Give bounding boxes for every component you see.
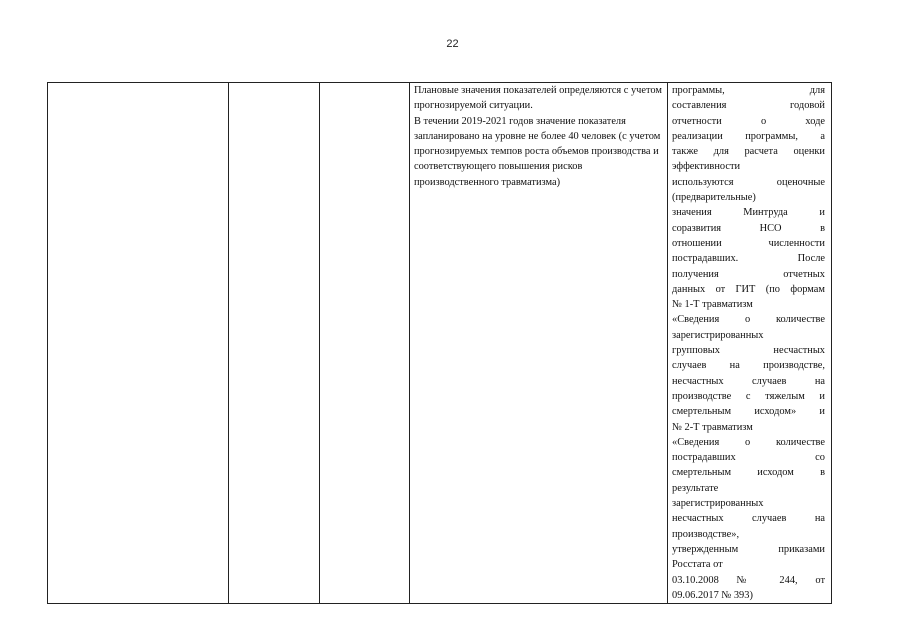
table-cell-col4 <box>410 83 668 604</box>
text-line: зарегистрированных <box>672 329 764 341</box>
text-line: пострадавших. После <box>672 253 825 265</box>
text-line: 03.10.2008 № 244, от <box>672 574 825 586</box>
text-line: несчастных случаев на <box>672 375 825 387</box>
text-line: несчастных случаев на <box>672 513 825 525</box>
text-line: отношении численности <box>672 237 825 249</box>
text-line: «Сведения о количестве <box>672 314 825 326</box>
table-cell-col1 <box>48 83 229 604</box>
text-line: производстве», <box>672 528 740 540</box>
text-line: используются оценочные <box>672 176 825 188</box>
text-line: составления годовой <box>672 100 825 112</box>
text-line: смертельным исходом» и <box>672 406 825 418</box>
text-line: эффективности <box>672 161 741 173</box>
table-cell-col3 <box>320 83 410 604</box>
text-line: групповых несчастных <box>672 345 825 357</box>
text-line: пострадавших со <box>672 452 825 464</box>
text-line: (предварительные) <box>672 192 756 204</box>
text-line: результате <box>672 482 719 494</box>
text-line: соразвития НСО в <box>672 222 825 234</box>
text-line: реализации программы, а <box>672 130 825 142</box>
text-line: 09.06.2017 № 393) <box>672 589 753 601</box>
indicator-forecast-paragraph: В течении 2019-2021 годов значение показателя запланировано на уровне не более 40 человек (с учетом прогнозируемых темпов роста объемов производства и соответствующего повышения рисков производственного травматизма) <box>414 115 661 188</box>
text-line: отчетности о ходе <box>672 115 825 127</box>
text-line: программы, для <box>672 85 825 96</box>
page-number: 22 <box>446 38 459 50</box>
text-line: значения Минтруда и <box>672 207 825 219</box>
table-cell-col5 <box>668 83 832 604</box>
text-line: данных от ГИТ (по формам <box>672 283 825 295</box>
table-cell-col2 <box>229 83 320 604</box>
table-row <box>48 83 832 604</box>
text-line: смертельным исходом в <box>672 467 825 479</box>
text-line: № 2-Т травматизм <box>672 421 753 433</box>
text-line: Росстата от <box>672 559 723 571</box>
text-line: случаев на производстве, <box>672 360 825 372</box>
text-line: утвержденным приказами <box>672 543 825 555</box>
document-table <box>47 82 832 604</box>
text-line: зарегистрированных <box>672 498 764 510</box>
text-line: также для расчета оценки <box>672 146 825 158</box>
text-line: «Сведения о количестве <box>672 436 825 448</box>
text-line: получения отчетных <box>672 268 825 280</box>
text-line: производстве с тяжелым и <box>672 390 825 402</box>
text-line: № 1-Т травматизм <box>672 299 753 311</box>
indicator-plan-paragraph: Плановые значения показателей определяются с учетом прогнозируемой ситуации. <box>414 85 662 112</box>
